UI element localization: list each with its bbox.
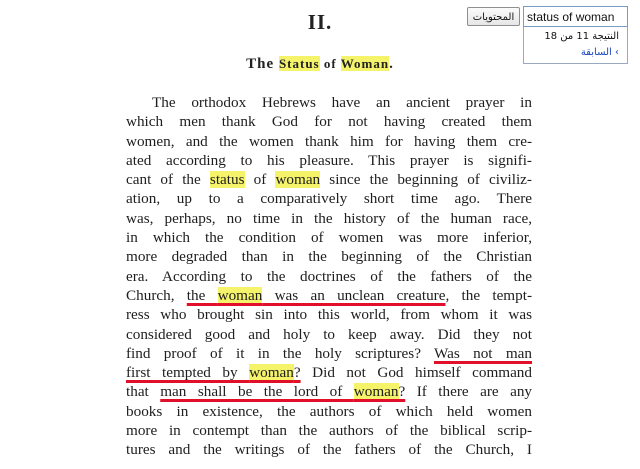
result-count: النتيجة 11 من 18 [544, 31, 619, 42]
text-segment: find proof of it in the holy scriptures? [126, 344, 434, 362]
text-segment: the [186, 286, 218, 304]
search-highlight-woman: woman [217, 286, 263, 304]
red-underline-annotation [187, 287, 446, 304]
text-segment: If there are any [405, 383, 533, 401]
text-line: books in existence, the authors of which held women [126, 402, 532, 420]
text-segment: since the beginning of civiliz- [320, 171, 532, 189]
page-body-text [126, 93, 532, 460]
text-line: more degraded than in the beginning of the Christian [126, 248, 532, 266]
text-segment: ? [398, 383, 406, 401]
text-segment: first tempted by [126, 364, 250, 382]
text-line [126, 382, 532, 401]
chapter-number: II. [307, 10, 333, 34]
text-line: which men thank God for not having created them [126, 113, 532, 131]
previous-result-link[interactable]: السابقة ‹ [580, 47, 619, 58]
text-segment: Did not God himself command [300, 364, 532, 382]
text-line: tures and the writings of the fathers of the Church, I [126, 441, 532, 459]
text-segment: ? [293, 364, 301, 382]
text-segment: Church, [126, 286, 187, 304]
text-line: ress who brought sin into this world, from whom it was [126, 306, 532, 324]
text-line [126, 344, 532, 363]
text-line [126, 170, 532, 189]
title-highlight-woman: Woman [340, 56, 390, 71]
title-highlight-status: Status [278, 56, 320, 71]
text-line: was, perhaps, no time in the history of the human race, [126, 209, 532, 227]
text-segment: , the tempt- [445, 286, 532, 304]
text-segment: man shall be the lord of [160, 383, 354, 401]
text-line: women, and the women thank him for having them cre- [126, 132, 532, 150]
text-line: in which the condition of women was more inferior, [126, 229, 532, 247]
text-line: ated according to his pleasure. This prayer is signifi- [126, 151, 532, 169]
title-word-the: The [246, 56, 279, 72]
search-highlight-woman: woman [353, 383, 399, 401]
search-results-panel [523, 27, 628, 64]
text-segment: of [244, 171, 276, 189]
text-line: ation, up to a comparatively short time ago. There [126, 190, 532, 208]
text-line: considered good and holy to keep away. Did they not [126, 325, 532, 343]
search-input[interactable] [523, 6, 628, 27]
text-line [126, 363, 532, 382]
red-underline-annotation: Was not man [434, 344, 532, 362]
text-line: The orthodox Hebrews have an ancient prayer in [152, 94, 532, 111]
text-line: era. According to the doctrines of the fathers of the [126, 267, 532, 285]
text-segment: that [126, 383, 161, 401]
title-word-of: of [319, 56, 341, 71]
search-highlight-status: status [209, 171, 245, 189]
title-period: . [389, 56, 394, 72]
red-underline-annotation [160, 383, 405, 400]
contents-button[interactable]: المحتويات [467, 7, 520, 26]
red-underline-annotation [126, 364, 301, 381]
book-search-widget [467, 6, 628, 64]
search-highlight-woman: woman [275, 171, 321, 189]
text-line [126, 286, 532, 305]
text-segment: cant of the [126, 171, 210, 189]
text-segment: was an unclean creature [262, 286, 446, 304]
text-line: more in contempt than the authors of the biblical scrip- [126, 422, 532, 440]
search-highlight-woman: woman [249, 364, 294, 382]
